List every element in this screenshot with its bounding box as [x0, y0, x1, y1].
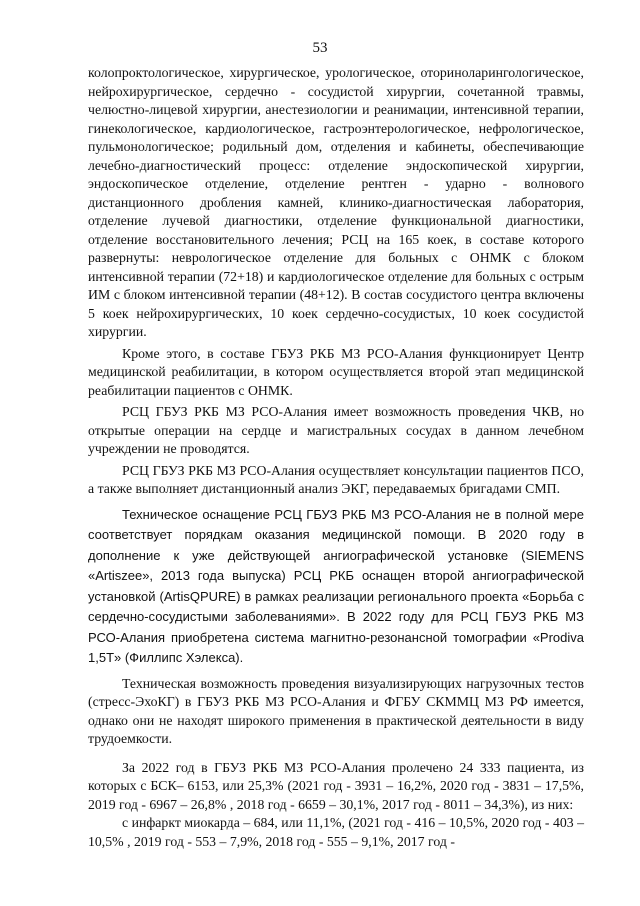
paragraph-rehabilitation-center: Кроме этого, в составе ГБУЗ РКБ МЗ РСО-Алания функционирует Центр медицинской реабилитации, в котором осуществляется второй этап медицинской реабилитации пациентов с ОНМК.: [88, 345, 584, 398]
paragraph-patient-statistics: За 2022 год в ГБУЗ РКБ МЗ РСО-Алания пролечено 24 333 пациента, из которых с БСК– 6153, или 25,3% (2021 год - 3931 – 16,2%, 2020 год - 3831 – 17,5%, 2019 год - 6967 – 26,8% , 2018 год - 6659 – 30,1%, 2017 год - 8011 – 34,3%), из них:: [88, 759, 584, 812]
paragraph-pci-capability: РСЦ ГБУЗ РКБ МЗ РСО-Алания имеет возможность проведения ЧКВ, но открытые операции на сердце и магистральных сосудах в данном лечебном учреждении не проводятся.: [88, 404, 584, 456]
page-number: 53: [312, 40, 328, 56]
paragraph-myocardial-infarction: с инфаркт миокарда – 684, или 11,1%, (2021 год - 416 – 10,5%, 2020 год - 403 – 10,5% , 2019 год - 553 – 7,9%, 2018 год - 555 – 9,1%, 2017 год -: [88, 815, 584, 849]
paragraph-departments-list: колопроктологическое, хирургическое, урологическое, оториноларингологическое, нейрохирургическое, сердечно - сосудистой хирургии, сочетанной травмы, челюстно-лицевой хирургии, анестезиологии и реанимации, интенсивной терапии, гинекологическое, кардиологическое, гастроэнтерологическое, нефрологическое, пульмонологическое; родильный дом, отделения и кабинеты, обеспечивающие лечебно-диагностический процесс: отделение эндоскопической хирургии, эндоскопическое отделение, отделение рентген - ударно - волнового дистанционного дробления камней, клинико-диагностическая лаборатория, отделение лучевой диагностики, отделение функциональной диагностики, отделение восстановительного лечения; РСЦ на 165 коек, в составе которого развернуты: неврологическое отделение для больных с ОНМК с блоком интенсивной терапии (72+18) и кардиологическое отделение для больных с острым ИМ с блоком интенсивной терапии (48+12). В состав сосудистого центра включены 5 коек нейрохирургических, 10 коек сердечно-сосудистых, 10 коек сосудистой хирургии.: [88, 65, 584, 339]
paragraph-consultations: РСЦ ГБУЗ РКБ МЗ РСО-Алания осуществляет консультации пациентов ПСО, а также выполняет дистанционный анализ ЭКГ, передаваемых бригадами СМП.: [88, 462, 584, 496]
document-body: [88, 64, 584, 851]
paragraph-technical-equipment: Техническое оснащение РСЦ ГБУЗ РКБ МЗ РСО-Алания не в полной мере соответствует порядкам оказания медицинской помощи. В 2020 году в дополнение к уже действующей ангиографической установке (SIEMENS «Artiszee», 2013 года выпуска) РСЦ РКБ оснащен второй ангиографической установкой (ArtisQPURE) в рамках реализации регионального проекта «Борьба с сердечно-сосудистыми заболеваниями». В 2022 году для РСЦ ГБУЗ РКБ МЗ РСО-Алания приобретена система магнитно-резонансной томографии «Prodiva 1,5T» (Филлипс Хэлекса).: [88, 506, 584, 665]
paragraph-stress-tests: Техническая возможность проведения визуализирующих нагрузочных тестов (стресс-ЭхоКГ) в ГБУЗ РКБ МЗ РСО-Алания и ФГБУ СКММЦ МЗ РФ имеется, однако они не находят широкого применения в практической деятельности в виду трудоемкости.: [88, 675, 584, 746]
